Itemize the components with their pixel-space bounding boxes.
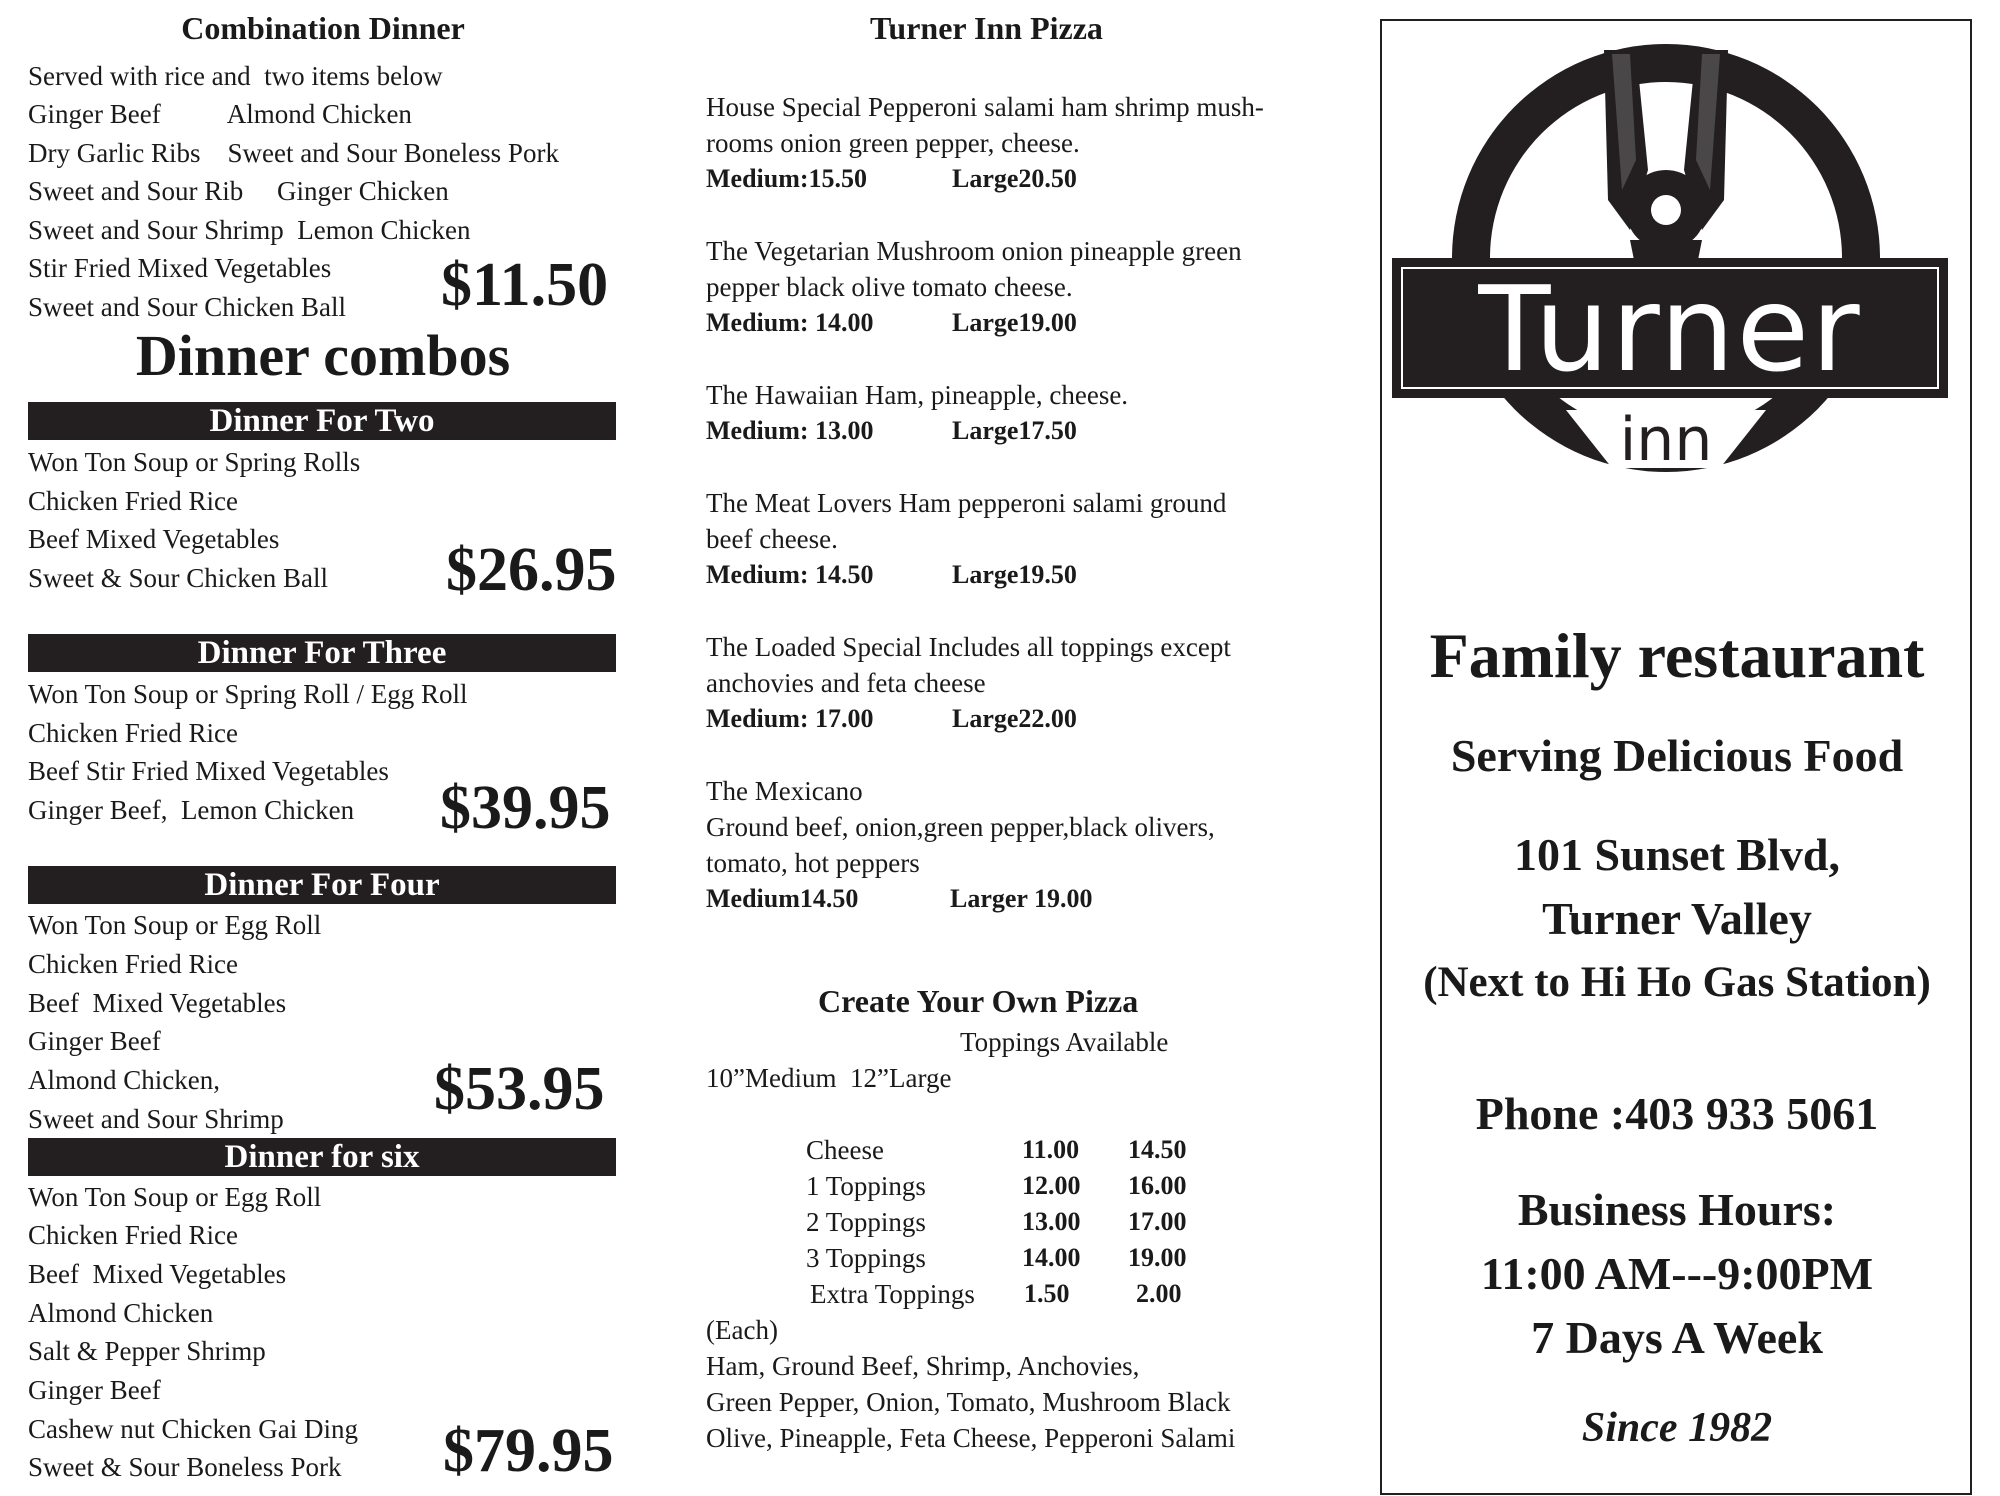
left-menu-column	[28, 0, 618, 1496]
dinner-two-item: Won Ton Soup or Spring Rolls	[28, 447, 361, 477]
pizza-large-price: Large20.50	[952, 164, 1077, 193]
dinner-six-item: Cashew nut Chicken Gai Ding	[28, 1414, 358, 1444]
topping-large-price: 17.00	[1128, 1207, 1187, 1236]
pizza-desc: The Vegetarian Mushroom onion pineapple green	[706, 236, 1242, 266]
dinner-two-item: Chicken Fried Rice	[28, 486, 238, 516]
dinner-six-item: Won Ton Soup or Egg Roll	[28, 1182, 322, 1212]
dinner-for-six-header: Dinner for six	[28, 1138, 616, 1176]
pizza-medium-price: Medium:15.50	[706, 164, 868, 193]
combination-line: Stir Fried Mixed Vegetables	[28, 253, 332, 283]
topping-row-label: Cheese	[806, 1135, 884, 1165]
topping-row-label: Extra Toppings	[810, 1279, 975, 1309]
topping-large-price: 19.00	[1128, 1243, 1187, 1272]
pizza-medium-price: Medium: 13.00	[706, 416, 874, 445]
pizza-desc: The Mexicano	[706, 776, 863, 806]
dinner-six-item: Ginger Beef	[28, 1375, 161, 1405]
slogan: Serving Delicious Food	[1450, 730, 1904, 781]
dinner-combos-heading: Dinner combos	[135, 323, 511, 388]
dinner-six-item: Beef Mixed Vegetables	[28, 1259, 287, 1289]
address-line-1: 101 Sunset Blvd,	[1514, 829, 1840, 880]
topping-row-label: 1 Toppings	[806, 1171, 926, 1201]
dinner-three-price: $39.95	[440, 774, 611, 842]
dinner-three-item: Chicken Fried Rice	[28, 718, 238, 748]
toppings-available-label: Toppings Available	[960, 1027, 1169, 1057]
pizza-medium-price: Medium: 17.00	[706, 704, 874, 733]
pizza-desc: pepper black olive tomato cheese.	[706, 272, 1073, 302]
pizza-large-price: Larger 19.00	[950, 884, 1093, 913]
dinner-three-item: Won Ton Soup or Spring Roll / Egg Roll	[28, 679, 468, 709]
combination-line: Served with rice and two items below	[28, 61, 443, 91]
dinner-four-item: Sweet and Sour Shrimp	[28, 1104, 284, 1134]
topping-large-price: 16.00	[1128, 1171, 1187, 1200]
dinner-for-two-header: Dinner For Two	[28, 402, 616, 440]
address-line-2: Turner Valley	[1542, 893, 1812, 944]
dinner-two-item: Sweet & Sour Chicken Ball	[28, 563, 328, 593]
topping-medium-price: 12.00	[1022, 1171, 1081, 1200]
tagline: Family restaurant	[1429, 620, 1925, 691]
dinner-six-item: Sweet & Sour Boneless Pork	[28, 1452, 342, 1482]
pizza-menu-column	[706, 0, 1346, 1496]
address-line-3: (Next to Hi Ho Gas Station)	[1423, 959, 1931, 1006]
pizza-title: Turner Inn Pizza	[870, 10, 1103, 46]
pizza-desc: Ground beef, onion,green pepper,black olivers,	[706, 812, 1215, 842]
topping-medium-price: 13.00	[1022, 1207, 1081, 1236]
combination-line: Sweet and Sour Shrimp Lemon Chicken	[28, 215, 471, 245]
pizza-desc: The Hawaiian Ham, pineapple, cheese.	[706, 380, 1129, 410]
toppings-list-line: Ham, Ground Beef, Shrimp, Anchovies,	[706, 1351, 1140, 1381]
toppings-list-line: Green Pepper, Onion, Tomato, Mushroom Black	[706, 1387, 1231, 1417]
logo-word: Turner	[1478, 260, 1862, 398]
each-note: (Each)	[706, 1315, 778, 1345]
turner-inn-logo	[1390, 40, 1950, 500]
combination-price: $11.50	[441, 251, 609, 319]
topping-medium-price: 14.00	[1022, 1243, 1081, 1272]
topping-row-label: 3 Toppings	[806, 1243, 926, 1273]
combination-line: Ginger Beef Almond Chicken	[28, 99, 412, 129]
combination-line: Sweet and Sour Chicken Ball	[28, 292, 346, 322]
topping-large-price: 14.50	[1128, 1135, 1187, 1164]
dinner-for-four-header: Dinner For Four	[28, 866, 616, 904]
since-year: Since 1982	[1581, 1405, 1773, 1451]
dinner-four-item: Almond Chicken,	[28, 1065, 220, 1095]
dinner-two-item: Beef Mixed Vegetables	[28, 524, 280, 554]
combination-dinner-title: Combination Dinner	[181, 10, 465, 46]
pizza-desc: tomato, hot peppers	[706, 848, 920, 878]
phone-number: Phone :403 933 5061	[1475, 1088, 1879, 1139]
dinner-three-item: Ginger Beef, Lemon Chicken	[28, 795, 355, 825]
hours-title: Business Hours:	[1517, 1184, 1837, 1235]
dinner-three-item: Beef Stir Fried Mixed Vegetables	[28, 756, 389, 786]
topping-large-price: 2.00	[1136, 1279, 1182, 1308]
pizza-desc: The Meat Lovers Ham pepperoni salami ground	[706, 488, 1227, 518]
dinner-two-price: $26.95	[446, 536, 617, 604]
dinner-for-three-header: Dinner For Three	[28, 634, 616, 672]
topping-medium-price: 1.50	[1024, 1279, 1070, 1308]
days-open: 7 Days A Week	[1531, 1312, 1823, 1363]
pizza-large-price: Large19.00	[952, 308, 1077, 337]
dinner-four-item: Ginger Beef	[28, 1026, 161, 1056]
dinner-four-item: Beef Mixed Vegetables	[28, 988, 287, 1018]
pizza-large-price: Large22.00	[952, 704, 1077, 733]
dinner-six-item: Salt & Pepper Shrimp	[28, 1336, 266, 1366]
pizza-large-price: Large17.50	[952, 416, 1077, 445]
create-your-own-title: Create Your Own Pizza	[818, 983, 1139, 1019]
pizza-desc: House Special Pepperoni salami ham shrimp mush-	[706, 92, 1264, 122]
pizza-medium-price: Medium: 14.50	[706, 560, 874, 589]
pizza-desc: rooms onion green pepper, cheese.	[706, 128, 1080, 158]
dinner-four-item: Chicken Fried Rice	[28, 949, 238, 979]
pizza-desc: The Loaded Special Includes all toppings except	[706, 632, 1231, 662]
combination-line: Sweet and Sour Rib Ginger Chicken	[28, 176, 449, 206]
pizza-desc: anchovies and feta cheese	[706, 668, 986, 698]
dinner-four-item: Won Ton Soup or Egg Roll	[28, 910, 322, 940]
pizza-medium-price: Medium14.50	[706, 884, 859, 913]
logo-sub: inn	[1619, 405, 1713, 475]
dinner-six-item: Chicken Fried Rice	[28, 1220, 238, 1250]
topping-row-label: 2 Toppings	[806, 1207, 926, 1237]
pizza-desc: beef cheese.	[706, 524, 838, 554]
pizza-medium-price: Medium: 14.00	[706, 308, 874, 337]
dinner-six-item: Almond Chicken	[28, 1298, 214, 1328]
toppings-list-line: Olive, Pineapple, Feta Cheese, Pepperoni Salami	[706, 1423, 1236, 1453]
combination-line: Dry Garlic Ribs Sweet and Sour Boneless Pork	[28, 138, 559, 168]
hours-range: 11:00 AM---9:00PM	[1480, 1248, 1874, 1299]
dinner-four-price: $53.95	[434, 1055, 605, 1123]
pizza-sizes-label: 10”Medium 12”Large	[706, 1063, 952, 1093]
topping-medium-price: 11.00	[1022, 1135, 1080, 1164]
pizza-large-price: Large19.50	[952, 560, 1077, 589]
dinner-six-price: $79.95	[443, 1417, 614, 1485]
